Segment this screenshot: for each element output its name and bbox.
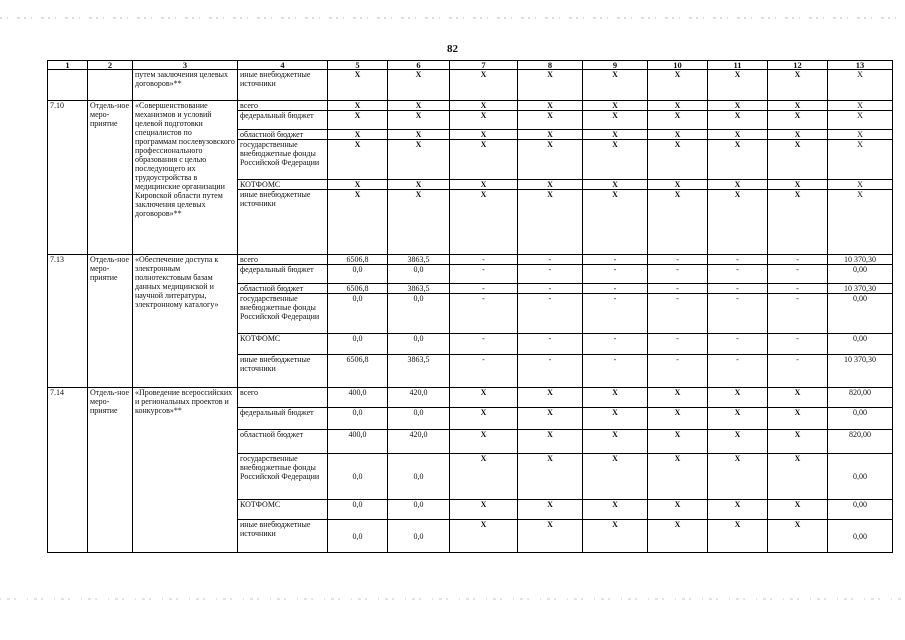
value-cell: Х [708, 140, 768, 180]
value-cell: - [708, 265, 768, 284]
value-cell: Х [583, 111, 648, 130]
value-cell: - [708, 284, 768, 294]
funding-source: областной бюджет [238, 130, 328, 140]
value-cell: Х [450, 430, 518, 454]
column-header: 1 [48, 61, 88, 70]
value-cell: - [518, 334, 583, 355]
value-cell: - [708, 255, 768, 265]
value-cell: - [518, 355, 583, 388]
value-cell: - [768, 334, 828, 355]
value-cell: Х [768, 388, 828, 408]
value-cell: - [648, 294, 708, 334]
column-header: 4 [238, 61, 328, 70]
value-cell: Х [648, 101, 708, 111]
event-code: 7.13 [48, 255, 88, 388]
value-cell: Х [648, 130, 708, 140]
value-cell: Х [768, 408, 828, 430]
funding-source: государственные внебюджетные фонды Российской Федерации [238, 454, 328, 500]
value-cell: Х [388, 70, 450, 101]
value-cell: 420,0 [388, 430, 450, 454]
value-cell: Х [328, 140, 388, 180]
value-cell: Х [583, 180, 648, 190]
funding-source: государственные внебюджетные фонды Российской Федерации [238, 140, 328, 180]
value-cell: Х [648, 190, 708, 255]
value-cell: Х [708, 430, 768, 454]
value-cell: Х [518, 454, 583, 500]
value-cell: Х [583, 190, 648, 255]
value-cell: Х [450, 140, 518, 180]
column-header: 12 [768, 61, 828, 70]
value-cell: - [583, 255, 648, 265]
value-cell: Х [583, 101, 648, 111]
column-header: 9 [583, 61, 648, 70]
column-header: 11 [708, 61, 768, 70]
value-cell: Х [388, 111, 450, 130]
value-cell: Х [708, 520, 768, 553]
value-cell: - [648, 284, 708, 294]
total-cell: Х [828, 130, 893, 140]
funding-source: федеральный бюджет [238, 408, 328, 430]
value-cell: Х [583, 130, 648, 140]
value-cell: Х [450, 408, 518, 430]
value-cell: Х [450, 454, 518, 500]
total-cell: Х [828, 180, 893, 190]
value-cell: - [768, 294, 828, 334]
value-cell: - [450, 355, 518, 388]
total-cell: 0,00 [828, 500, 893, 520]
value-cell: 0,0 [328, 520, 388, 553]
value-cell: Х [648, 180, 708, 190]
value-cell: Х [518, 408, 583, 430]
value-cell: Х [518, 140, 583, 180]
value-cell: - [648, 265, 708, 284]
total-cell: 0,00 [828, 520, 893, 553]
value-cell: Х [328, 101, 388, 111]
value-cell: Х [768, 111, 828, 130]
value-cell: Х [648, 430, 708, 454]
value-cell: Х [328, 180, 388, 190]
event-type: Отдель-ное меро-приятие [88, 101, 133, 255]
value-cell: 3863,5 [388, 355, 450, 388]
event-description: путем заключения целевых договоров»** [133, 70, 238, 101]
event-description: «Проведение всероссийских и региональных проектов и конкурсов»** [133, 388, 238, 553]
value-cell: 6506,8 [328, 355, 388, 388]
value-cell: 0,0 [328, 294, 388, 334]
funding-source: иные внебюджетные источники [238, 70, 328, 101]
funding-source: федеральный бюджет [238, 265, 328, 284]
value-cell: Х [450, 130, 518, 140]
value-cell: - [518, 294, 583, 334]
value-cell: Х [768, 500, 828, 520]
funding-source: КОТФОМС [238, 500, 328, 520]
value-cell: Х [648, 454, 708, 500]
value-cell: - [708, 294, 768, 334]
page-number: 82 [447, 43, 458, 55]
value-cell: Х [583, 140, 648, 180]
value-cell: 3863,5 [388, 284, 450, 294]
value-cell: Х [450, 70, 518, 101]
total-cell: 0,00 [828, 265, 893, 284]
value-cell: Х [518, 130, 583, 140]
value-cell: Х [450, 500, 518, 520]
funding-source: КОТФОМС [238, 180, 328, 190]
value-cell: Х [708, 70, 768, 101]
value-cell: - [583, 284, 648, 294]
value-cell: Х [583, 500, 648, 520]
total-cell: 0,00 [828, 294, 893, 334]
value-cell: Х [388, 130, 450, 140]
value-cell: Х [518, 430, 583, 454]
value-cell: 0,0 [388, 408, 450, 430]
value-cell: - [518, 284, 583, 294]
event-code: 7.10 [48, 101, 88, 255]
value-cell: Х [768, 190, 828, 255]
table-row [48, 388, 893, 408]
total-cell: 820,00 [828, 430, 893, 454]
value-cell: Х [328, 130, 388, 140]
value-cell: 3863,5 [388, 255, 450, 265]
total-cell: Х [828, 111, 893, 130]
column-header: 3 [133, 61, 238, 70]
value-cell: Х [648, 388, 708, 408]
value-cell: - [768, 265, 828, 284]
funding-source: иные внебюджетные источники [238, 190, 328, 255]
value-cell: - [450, 294, 518, 334]
value-cell: Х [768, 140, 828, 180]
total-cell: 0,00 [828, 408, 893, 430]
value-cell: 0,0 [388, 334, 450, 355]
value-cell: Х [708, 130, 768, 140]
funding-source: государственные внебюджетные фонды Российской Федерации [238, 294, 328, 334]
value-cell: Х [583, 430, 648, 454]
value-cell: - [583, 294, 648, 334]
value-cell: - [768, 355, 828, 388]
budget-table [47, 60, 893, 553]
value-cell: Х [768, 101, 828, 111]
value-cell: - [583, 334, 648, 355]
value-cell: Х [328, 111, 388, 130]
funding-source: областной бюджет [238, 284, 328, 294]
value-cell: Х [450, 388, 518, 408]
value-cell: - [518, 255, 583, 265]
value-cell: 0,0 [328, 334, 388, 355]
value-cell: - [450, 265, 518, 284]
column-header: 10 [648, 61, 708, 70]
value-cell: - [450, 284, 518, 294]
value-cell: Х [583, 454, 648, 500]
event-description: «Обеспечение доступа к электронным полнотекстовым базам данных медицинской и научной литературы, электронному каталогу» [133, 255, 238, 388]
value-cell: 0,0 [328, 454, 388, 500]
value-cell: Х [708, 101, 768, 111]
value-cell: Х [768, 180, 828, 190]
value-cell: Х [518, 388, 583, 408]
total-cell: Х [828, 101, 893, 111]
value-cell: 6506,8 [328, 255, 388, 265]
value-cell: Х [518, 70, 583, 101]
funding-source: областной бюджет [238, 430, 328, 454]
value-cell: Х [768, 454, 828, 500]
value-cell: - [708, 334, 768, 355]
value-cell: - [583, 265, 648, 284]
total-cell: 820,00 [828, 388, 893, 408]
value-cell: Х [648, 70, 708, 101]
value-cell: Х [388, 190, 450, 255]
column-header: 6 [388, 61, 450, 70]
value-cell: Х [708, 408, 768, 430]
value-cell: Х [388, 101, 450, 111]
funding-source: иные внебюджетные источники [238, 355, 328, 388]
total-cell: 0,00 [828, 454, 893, 500]
value-cell: - [768, 255, 828, 265]
funding-source: всего [238, 388, 328, 408]
value-cell: - [648, 255, 708, 265]
value-cell: 0,0 [328, 408, 388, 430]
column-header: 5 [328, 61, 388, 70]
value-cell: 400,0 [328, 430, 388, 454]
event-type: Отдель-ное меро-приятие [88, 255, 133, 388]
scan-artifact-top [0, 17, 905, 19]
value-cell: - [648, 334, 708, 355]
value-cell: Х [583, 520, 648, 553]
value-cell: 420,0 [388, 388, 450, 408]
value-cell: 0,0 [328, 500, 388, 520]
value-cell: Х [518, 111, 583, 130]
value-cell: Х [518, 500, 583, 520]
event-description: «Совершенствование механизмов и условий целевой подготовки специалистов по программам послевузовского профессионального образования с целью последующего их трудоустройства в медицинские организации Кировской области путем заключения целевых договоров»** [133, 101, 238, 255]
table-row [48, 70, 893, 101]
value-cell: Х [518, 190, 583, 255]
value-cell: Х [328, 190, 388, 255]
value-cell: Х [768, 70, 828, 101]
event-code: 7.14 [48, 388, 88, 553]
value-cell: Х [648, 140, 708, 180]
value-cell: 6506,8 [328, 284, 388, 294]
funding-source: КОТФОМС [238, 334, 328, 355]
column-header: 2 [88, 61, 133, 70]
value-cell: Х [768, 520, 828, 553]
total-cell: 10 370,30 [828, 355, 893, 388]
value-cell: Х [388, 140, 450, 180]
value-cell: - [648, 355, 708, 388]
value-cell: 0,0 [388, 500, 450, 520]
value-cell: Х [450, 520, 518, 553]
value-cell: Х [708, 190, 768, 255]
value-cell: - [518, 265, 583, 284]
value-cell: Х [583, 388, 648, 408]
total-cell: Х [828, 70, 893, 101]
value-cell: - [768, 284, 828, 294]
value-cell: Х [328, 70, 388, 101]
value-cell: 0,0 [388, 520, 450, 553]
value-cell: Х [648, 111, 708, 130]
value-cell: Х [708, 388, 768, 408]
value-cell: Х [768, 430, 828, 454]
value-cell: Х [708, 111, 768, 130]
table-row [48, 255, 893, 265]
funding-source: всего [238, 255, 328, 265]
value-cell: Х [450, 111, 518, 130]
total-cell: 10 370,30 [828, 255, 893, 265]
value-cell: Х [388, 180, 450, 190]
value-cell: - [708, 355, 768, 388]
value-cell: Х [518, 101, 583, 111]
value-cell: Х [450, 180, 518, 190]
value-cell: Х [708, 454, 768, 500]
value-cell: 0,0 [388, 265, 450, 284]
value-cell: Х [450, 101, 518, 111]
total-cell: 0,00 [828, 334, 893, 355]
value-cell: - [583, 355, 648, 388]
value-cell: Х [583, 70, 648, 101]
value-cell: Х [708, 180, 768, 190]
scan-artifact-bottom [0, 598, 905, 600]
value-cell: Х [583, 408, 648, 430]
value-cell: Х [648, 500, 708, 520]
value-cell: 0,0 [328, 265, 388, 284]
column-header: 7 [450, 61, 518, 70]
total-cell: Х [828, 140, 893, 180]
event-type: Отдель-ное меро-приятие [88, 388, 133, 553]
value-cell: 0,0 [388, 454, 450, 500]
value-cell: - [450, 334, 518, 355]
value-cell: Х [768, 130, 828, 140]
value-cell: Х [648, 408, 708, 430]
value-cell: 0,0 [388, 294, 450, 334]
table-header-row [48, 61, 893, 70]
value-cell: - [450, 255, 518, 265]
value-cell: Х [518, 520, 583, 553]
column-header: 8 [518, 61, 583, 70]
funding-source: федеральный бюджет [238, 111, 328, 130]
funding-source: всего [238, 101, 328, 111]
column-header: 13 [828, 61, 893, 70]
funding-source: иные внебюджетные источники [238, 520, 328, 553]
value-cell: Х [518, 180, 583, 190]
table-row [48, 101, 893, 111]
total-cell: 10 370,30 [828, 284, 893, 294]
value-cell: Х [648, 520, 708, 553]
value-cell: Х [708, 500, 768, 520]
value-cell: Х [450, 190, 518, 255]
value-cell: 400,0 [328, 388, 388, 408]
total-cell: Х [828, 190, 893, 255]
